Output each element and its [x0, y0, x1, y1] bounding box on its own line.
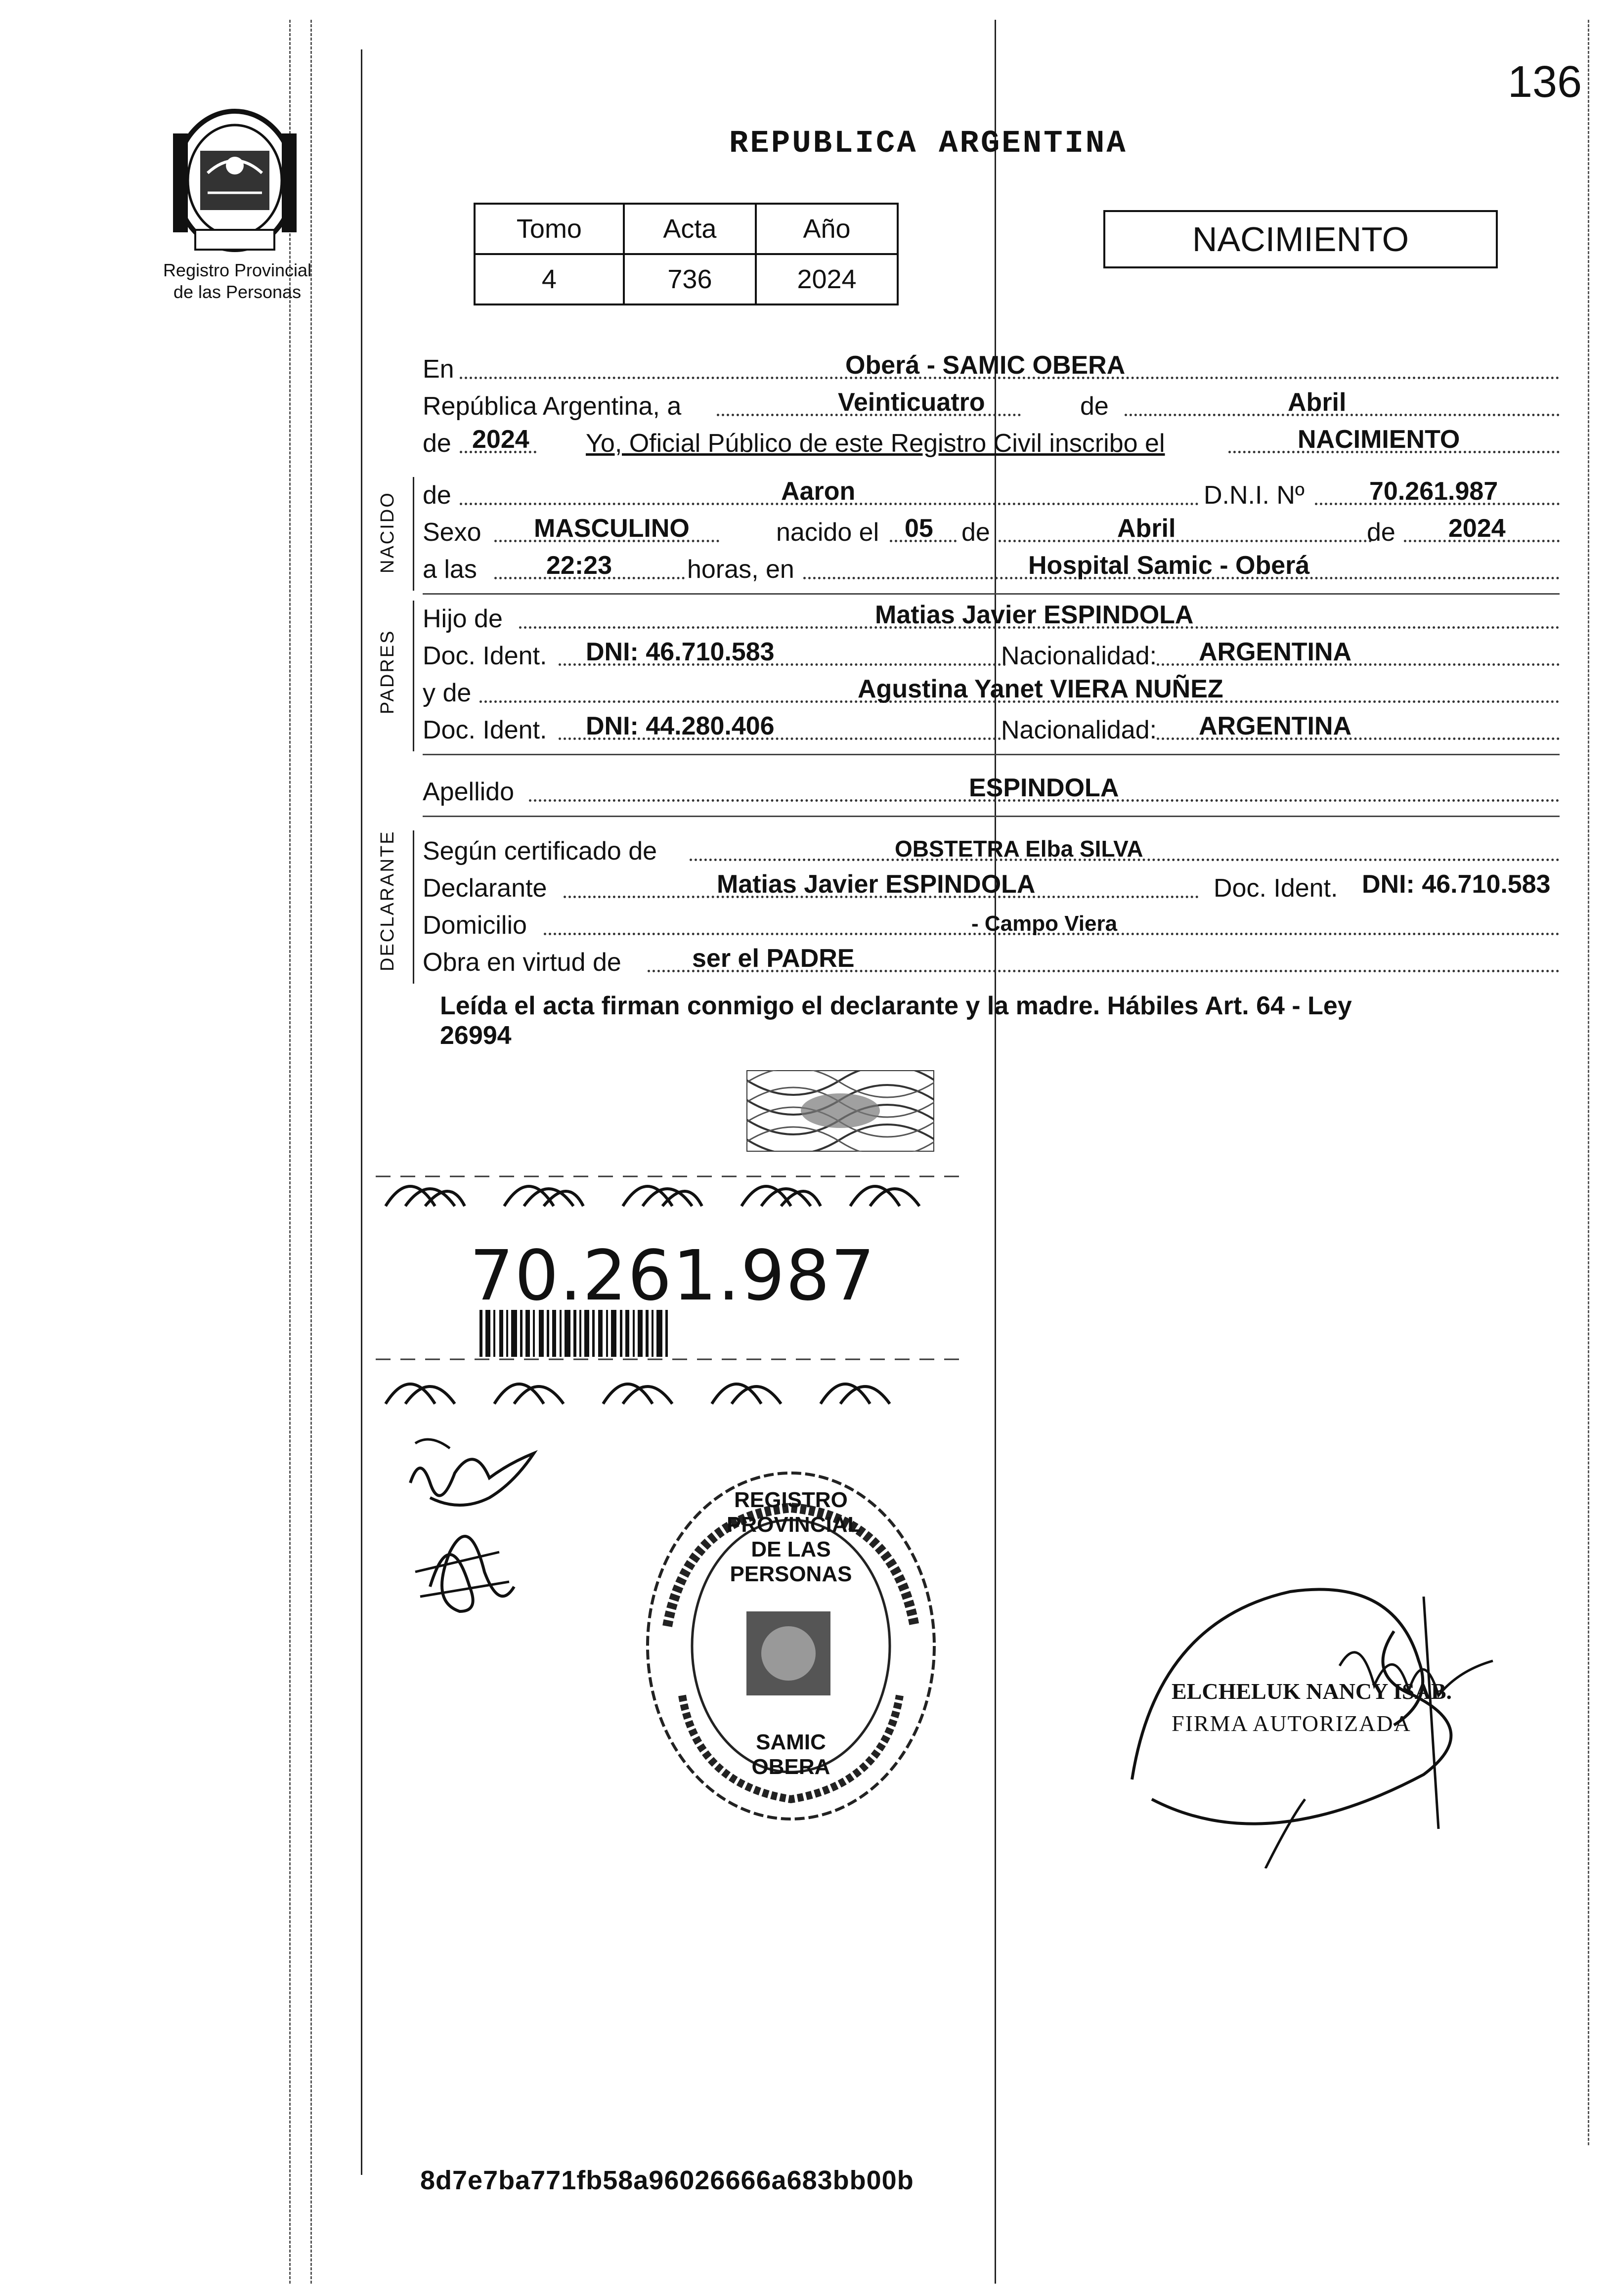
father-nac-value: ARGENTINA [1199, 638, 1352, 666]
row-nacido-hora [423, 549, 1560, 587]
y-de-label: y de [423, 679, 472, 707]
row-father [423, 598, 1560, 637]
mother-doc-label: Doc. Ident. [423, 716, 547, 744]
month-value: Abril [1288, 388, 1347, 417]
tomo-header: Tomo [475, 204, 624, 254]
registry-label [143, 260, 331, 303]
declarante-section-label: DECLARANTE [377, 830, 398, 971]
page-number: 136 [1508, 57, 1582, 107]
nacido-el-label: nacido el [776, 518, 879, 547]
ano-header: Año [756, 204, 898, 254]
declarante-value: Matias Javier ESPINDOLA [717, 870, 1036, 899]
row-republica [423, 386, 1560, 424]
authorized-signature [1117, 1572, 1552, 1868]
row-nacido-sexo [423, 512, 1560, 550]
father-doc-value: DNI: 46.710.583 [586, 638, 775, 666]
row-mother-doc [423, 709, 1560, 748]
closing-note-line2: 26994 [440, 1021, 512, 1050]
province-seal-logo [161, 104, 309, 262]
father-doc-label: Doc. Ident. [423, 642, 547, 670]
signature-role: FIRMA AUTORIZADA [1172, 1711, 1411, 1736]
sexo-value: MASCULINO [534, 514, 690, 543]
closing-note-line1: Leída el acta firman conmigo el declarante y la madre. Hábiles Art. 64 - Ley [440, 992, 1352, 1020]
declarante-doc-value: DNI: 46.710.583 [1362, 870, 1551, 899]
acta-header: Acta [624, 204, 756, 254]
declarante-doc-label: Doc. Ident. [1214, 874, 1338, 903]
mother-nac-label: Nacionalidad: [1001, 716, 1157, 744]
cert-label: Según certificado de [423, 837, 657, 866]
child-dni-value: 70.261.987 [1369, 477, 1498, 506]
row-father-doc [423, 635, 1560, 674]
declarante-label: Declarante [423, 874, 547, 903]
apellido-label: Apellido [423, 778, 515, 806]
yo-text: Yo, Oficial Público de este Registro Civil inscribo el [586, 429, 1165, 458]
right-margin-dashed-line [1588, 20, 1589, 2145]
act-type-box: NACIMIENTO [1103, 210, 1498, 268]
row-certificado [423, 830, 1560, 869]
year-value: 2024 [472, 425, 529, 454]
signature-name: ELCHELUK NANCY ISAB. [1172, 1679, 1452, 1704]
de-label: de [1080, 392, 1109, 421]
mother-nac-value: ARGENTINA [1199, 712, 1352, 740]
birth-time-value: 22:23 [546, 551, 612, 580]
cert-value: OBSTETRA Elba SILVA [895, 836, 1143, 862]
birth-day-value: 05 [905, 514, 933, 543]
horas-label: horas, en [687, 555, 794, 584]
birth-place-value: Hospital Samic - Oberá [1028, 551, 1310, 580]
left-margin-dashed-line [289, 20, 291, 2284]
official-stamp [638, 1463, 944, 1829]
birth-year-value: 2024 [1448, 514, 1506, 543]
domicilio-value: - Campo Viera [971, 911, 1118, 936]
en-value: Oberá - SAMIC OBERA [845, 351, 1126, 380]
father-nac-label: Nacionalidad: [1001, 642, 1157, 670]
birth-de-label-2: de [1367, 518, 1395, 547]
domicilio-label: Domicilio [423, 911, 527, 940]
left-margin-dashed-line-2 [310, 20, 312, 2284]
obra-value: ser el PADRE [692, 944, 855, 973]
tomo-acta-ano-table [474, 203, 899, 305]
padres-section-label: PADRES [377, 629, 398, 714]
row-obra [423, 942, 1560, 980]
row-year [423, 423, 1560, 461]
acta-value: 736 [624, 254, 756, 304]
dni-label: D.N.I. Nº [1204, 481, 1305, 510]
stamp-text-bottom: SAMIC OBERA [751, 1730, 830, 1779]
ano-value: 2024 [756, 254, 898, 304]
row-mother [423, 672, 1560, 711]
republica-label: República Argentina, a [423, 392, 682, 421]
left-margin-line [361, 49, 362, 2175]
de2-label: de [423, 429, 451, 458]
obra-label: Obra en virtud de [423, 948, 621, 977]
birth-de-label: de [961, 518, 990, 547]
document-title: REPUBLICA ARGENTINA [729, 126, 1128, 162]
mother-doc-value: DNI: 44.280.406 [586, 712, 775, 740]
row-en [423, 348, 1560, 387]
row-declarante [423, 867, 1560, 906]
security-pattern [746, 1070, 934, 1152]
sexo-label: Sexo [423, 518, 481, 547]
child-name-value: Aaron [781, 477, 856, 506]
footprint-dni-number: 70.261.987 [470, 1236, 876, 1316]
day-value: Veinticuatro [838, 388, 985, 417]
act-value: NACIMIENTO [1298, 425, 1460, 454]
document-hash-code: 8d7e7ba771fb58a96026666a683bb00b [420, 2166, 914, 2195]
birth-month-value: Abril [1117, 514, 1176, 543]
stamp-text-top: REGISTRO PROVINCIAL DE LAS PERSONAS [727, 1488, 861, 1586]
apellido-value: ESPINDOLA [969, 774, 1119, 802]
registry-label-line1: Registro Provincial [163, 260, 312, 280]
row-apellido [423, 771, 1560, 810]
nacido-section-label: NACIDO [377, 491, 398, 573]
father-name-value: Matias Javier ESPINDOLA [875, 601, 1194, 629]
registry-label-line2: de las Personas [173, 282, 302, 302]
footprint-barcode-card [376, 1157, 969, 1414]
en-label: En [423, 355, 454, 384]
nacido-de-label: de [423, 481, 451, 510]
a-las-label: a las [423, 555, 477, 584]
mother-name-value: Agustina Yanet VIERA NUÑEZ [858, 675, 1223, 703]
tomo-value: 4 [475, 254, 624, 304]
handwritten-signatures [400, 1424, 559, 1631]
hijo-de-label: Hijo de [423, 605, 503, 633]
row-domicilio [423, 905, 1560, 943]
closing-note [440, 991, 1577, 1050]
row-nacido-name [423, 475, 1560, 513]
